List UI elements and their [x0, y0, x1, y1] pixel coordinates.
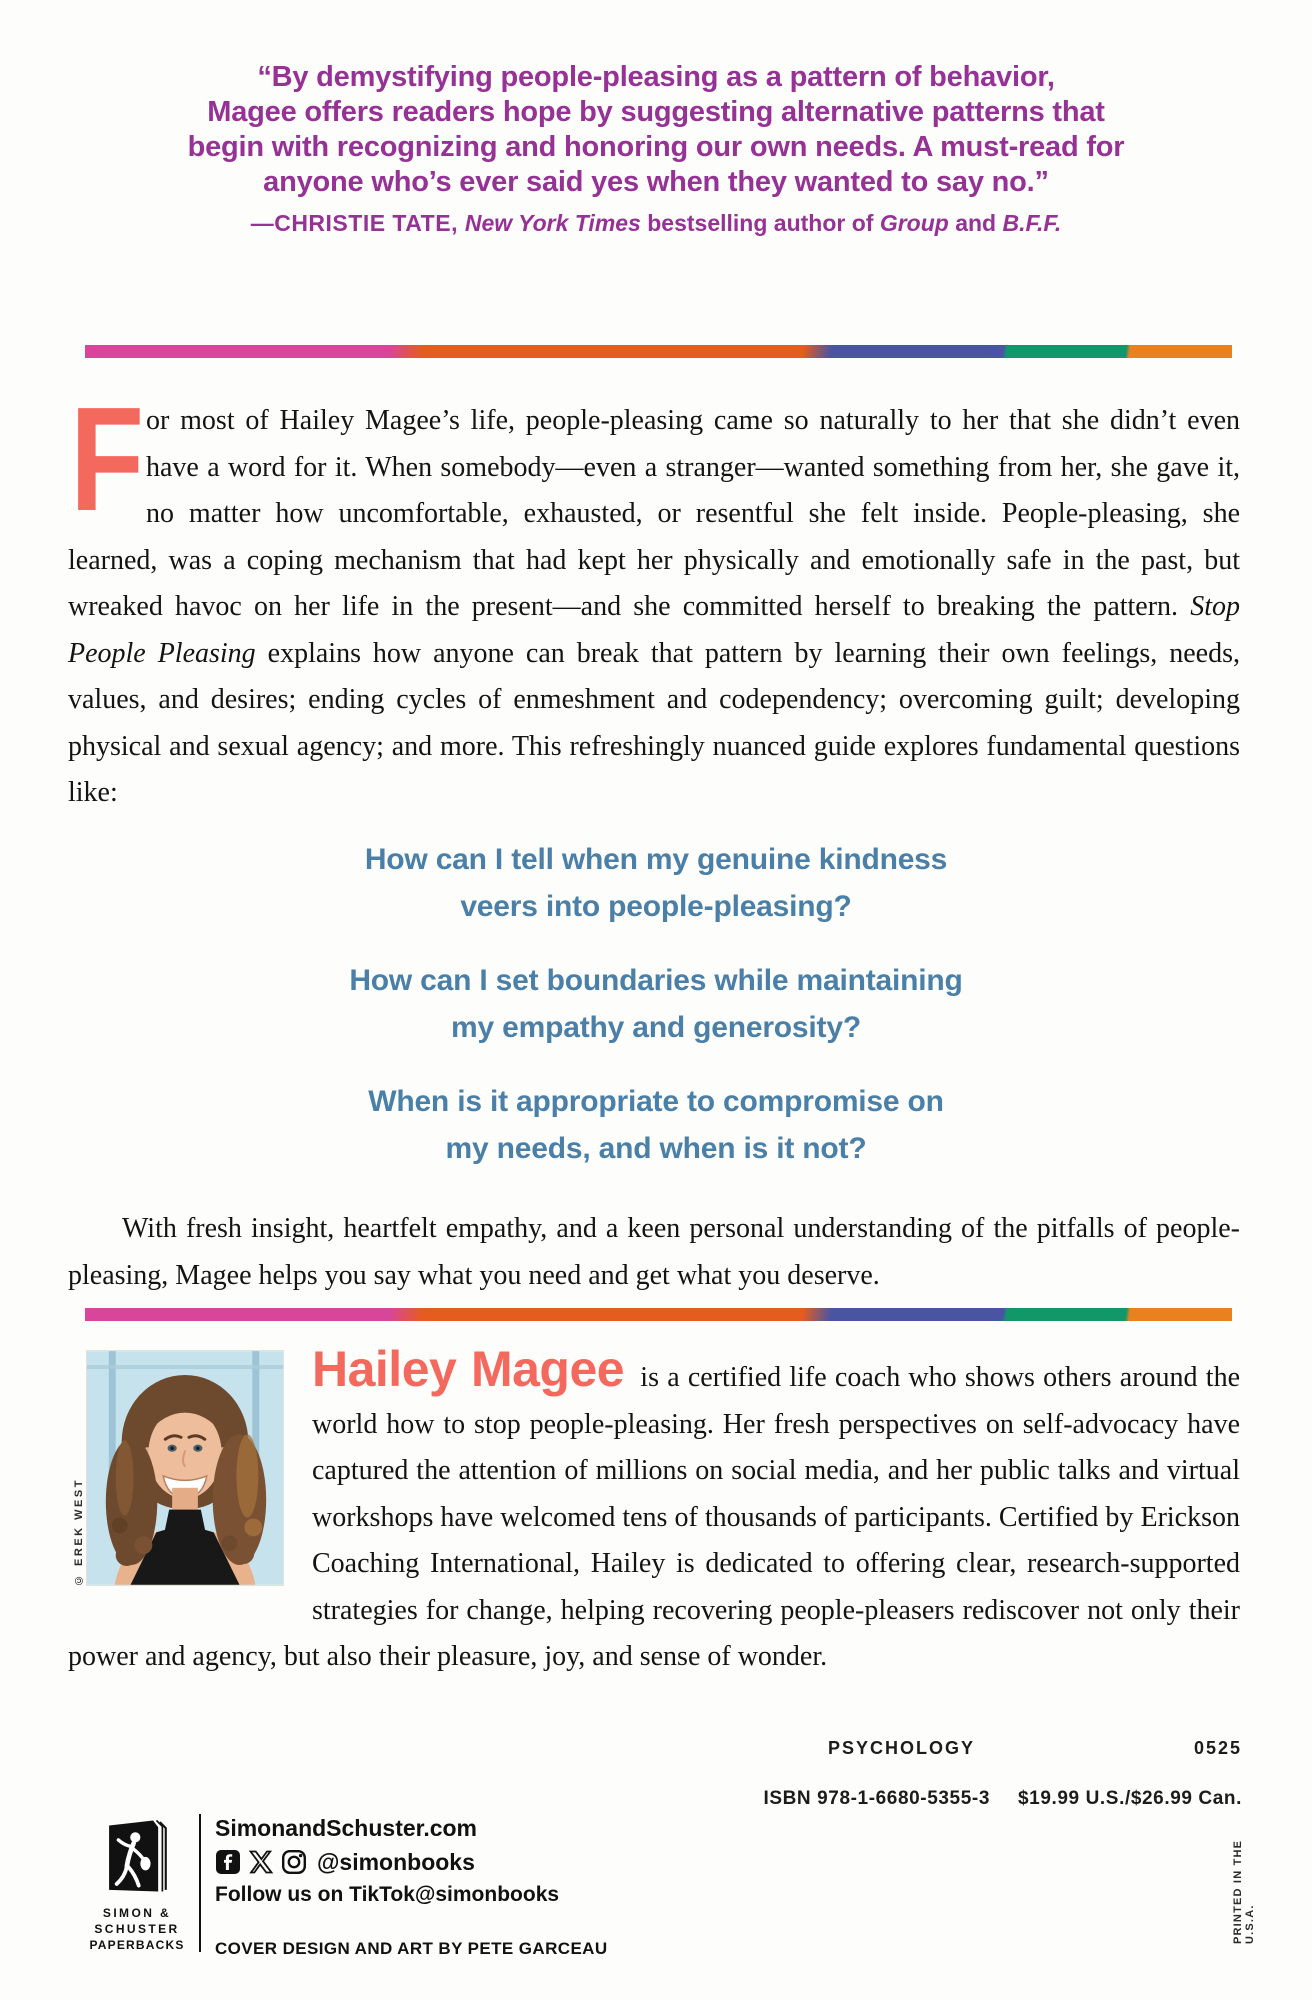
- fundamental-questions: [0, 836, 1312, 1199]
- author-bio-section: [68, 1341, 1240, 1681]
- isbn-number: ISBN 978-1-6680-5355-3: [763, 1788, 990, 1809]
- quote-line: begin with recognizing and honoring our own needs. A must-read for: [187, 131, 1125, 163]
- author-portrait-illustration: [87, 1351, 283, 1585]
- simon-schuster-sower-logo: [104, 1812, 170, 1900]
- drop-cap-f: F: [70, 377, 145, 542]
- review-quote: [0, 60, 1312, 200]
- book-group-italic: Group: [879, 210, 956, 236]
- print-code: 0525: [1193, 1738, 1242, 1758]
- photo-credit: © EREK WEST: [73, 1478, 85, 1586]
- question-3-line-2: my needs, and when is it not?: [445, 1132, 867, 1165]
- quote-line: anyone who’s ever said yes when they wanted to say no.”: [263, 166, 1049, 198]
- intro-text-after: explains how anyone can break that pattern by learning their own feelings, needs, values, and desires; ending cycles of enmeshment and codependency; overcoming guilt; developing physical and sexual agency; and more. This refreshingly nuanced guide explores fundamental questions like:: [68, 637, 1240, 808]
- x-twitter-icon: [248, 1849, 274, 1875]
- facebook-icon: [215, 1849, 241, 1875]
- category-label: PSYCHOLOGY: [828, 1738, 976, 1758]
- attribution-and: and: [955, 210, 1003, 236]
- social-media-row: [215, 1848, 608, 1876]
- tiktok-line: Follow us on TikTok@simonbooks: [215, 1883, 560, 1906]
- intro-paragraph: [68, 377, 1240, 817]
- nyt-italic: New York Times: [464, 210, 648, 236]
- publisher-name-line2: SCHUSTER: [94, 1922, 180, 1936]
- question-1-line-1: How can I tell when my genuine kindness: [364, 843, 948, 876]
- publisher-logo-column: [85, 1812, 189, 1959]
- publisher-name-line1: SIMON &: [102, 1906, 172, 1920]
- question-2: [0, 957, 1312, 1051]
- quote-attribution: [0, 208, 1312, 238]
- question-3-line-1: When is it appropriate to compromise on: [368, 1085, 944, 1118]
- attribution-mid: bestselling author of: [647, 210, 880, 236]
- author-bio-text: is a certified life coach who shows others around the world how to stop people-pleasing. Her fresh perspectives on self-advocacy have captured the attention of millions on social media, and her public talks and virtual workshops have welcomed tens of thousands of participants. Certified by Erickson Coaching International, Hailey is dedicated to offering clear, research-supported strategies for change, helping recovering people-pleasers rediscover not only their power and agency, but also their pleasure, joy, and sense of wonder.: [68, 1362, 1240, 1672]
- publisher-name-line3: PAPERBACKS: [89, 1938, 185, 1952]
- color-bar-divider-bottom: [85, 1308, 1232, 1321]
- vertical-divider-rule: [199, 1814, 201, 1952]
- publisher-block: [85, 1812, 608, 1959]
- publisher-name: [85, 1905, 189, 1953]
- quote-line: Magee offers readers hope by suggesting alternative patterns that: [207, 96, 1105, 128]
- author-photo: [86, 1350, 284, 1586]
- closing-paragraph: With fresh insight, heartfelt empathy, and a keen personal understanding of the pitfalls of people-pleasing, Magee helps you say what you need and get what you deserve.: [68, 1213, 1240, 1291]
- question-2-line-2: my empathy and generosity?: [451, 1011, 861, 1044]
- question-1-line-2: veers into people-pleasing?: [460, 890, 852, 923]
- cover-design-credit: COVER DESIGN AND ART BY PETE GARCEAU: [215, 1939, 608, 1958]
- isbn-price-row: [763, 1788, 1242, 1810]
- intro-text-before: or most of Hailey Magee’s life, people-pleasing came so naturally to her that she didn’t even have a word for it. When somebody—even a stranger—wanted something from her, she gave it, no matter how uncomfortable, exhausted, or resentful she felt inside. People-pleasing, she learned, was a coping mechanism that had kept her physically and emotionally safe in the past, but wreaked havoc on her life in the present—and she committed herself to breaking the pattern.: [68, 405, 1240, 622]
- color-bar-divider-top: [85, 345, 1232, 358]
- question-3: [0, 1078, 1312, 1172]
- publisher-links-column: [215, 1812, 608, 1959]
- book-bff-italic: B.F.F.: [1002, 210, 1062, 236]
- reviewer-name: —CHRISTIE TATE,: [250, 210, 465, 236]
- quote-line: “By demystifying people-pleasing as a pattern of behavior,: [257, 61, 1055, 93]
- author-name: Hailey Magee: [312, 1341, 625, 1397]
- social-handle: @simonbooks: [317, 1848, 475, 1875]
- printed-in-usa: PRINTED IN THE U.S.A.: [1232, 1839, 1256, 1944]
- question-1: [0, 836, 1312, 930]
- instagram-icon: [281, 1849, 307, 1875]
- price-can: /$26.99 Can.: [1124, 1788, 1242, 1809]
- publisher-website: SimonandSchuster.com: [215, 1815, 478, 1841]
- price-us: $19.99 U.S.: [1018, 1788, 1125, 1809]
- book-title-italic: Stop People Pleasing: [68, 591, 1240, 669]
- question-2-line-1: How can I set boundaries while maintaining: [349, 964, 963, 997]
